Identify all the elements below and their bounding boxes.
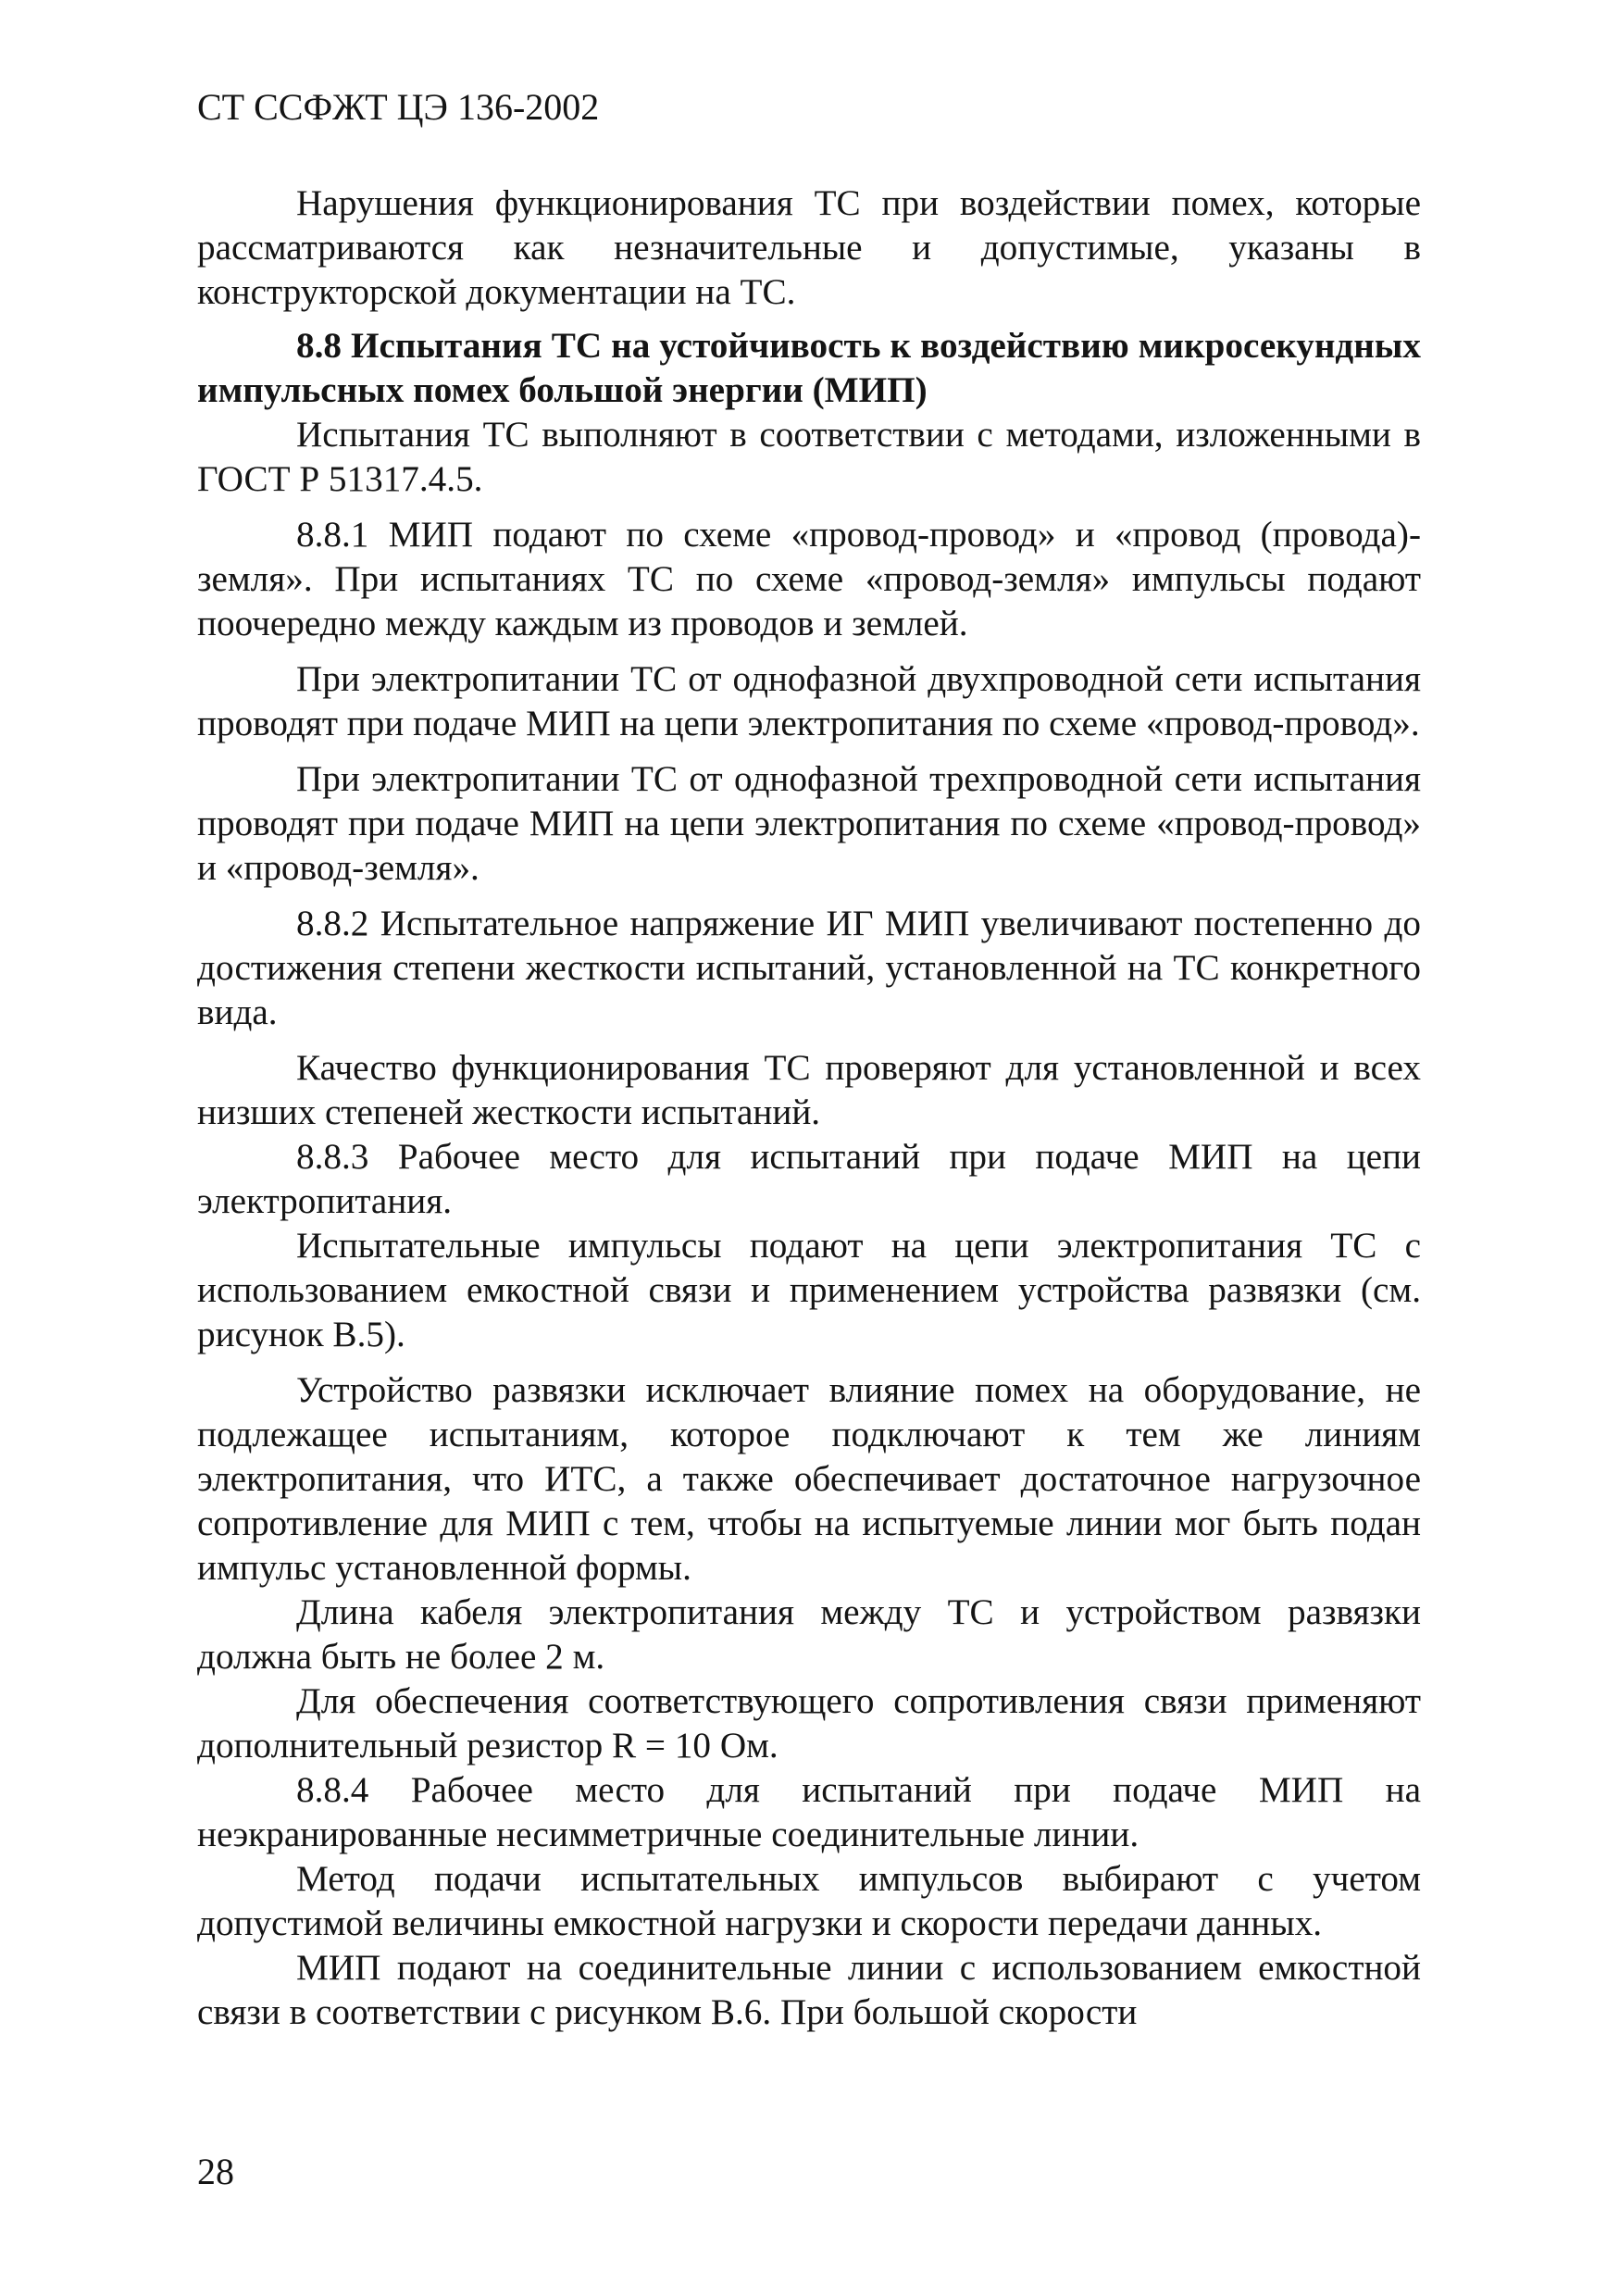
paragraph: При электропитании ТС от однофазной двухпроводной сети испытания проводят при подаче МИП на цепи электропитания по схеме «провод-провод».: [197, 659, 1421, 743]
paragraph: Длина кабеля электропитания между ТС и устройством развязки должна быть не более 2 м.: [197, 1592, 1421, 1677]
document-body: [197, 181, 1421, 2035]
section-number: 8.8: [296, 326, 342, 366]
document-code: СТ ССФЖТ ЦЭ 136-2002: [197, 86, 600, 128]
paragraph: Испытания ТС выполняют в соответствии с методами, изложенными в ГОСТ Р 51317.4.5.: [197, 415, 1421, 499]
section-heading: [197, 324, 1421, 413]
paragraph: Испытательные импульсы подают на цепи электропитания ТС с использованием емкостной связи и применением устройства развязки (см. рисунок В.5).: [197, 1226, 1421, 1354]
page-number: 28: [197, 2151, 234, 2192]
paragraph: 8.8.2 Испытательное напряжение ИГ МИП увеличивают постепенно до достижения степени жесткости испытаний, установленной на ТС конкретного вида.: [197, 904, 1421, 1032]
paragraph: МИП подают на соединительные линии с использованием емкостной связи в соответствии с рисунком В.6. При большой скорости: [197, 1948, 1421, 2032]
paragraph: 8.8.4 Рабочее место для испытаний при подаче МИП на неэкранированные несимметричные соединительные линии.: [197, 1770, 1421, 1854]
paragraph: 8.8.1 МИП подают по схеме «провод-провод» и «провод (провода)-земля». При испытаниях ТС по схеме «провод-земля» импульсы подают поочередно между каждым из проводов и землей.: [197, 515, 1421, 643]
paragraph: Нарушения функционирования ТС при воздействии помех, которые рассматриваются как незначительные и допустимые, указаны в конструкторской документации на ТС.: [197, 183, 1421, 312]
paragraph: При электропитании ТС от однофазной трехпроводной сети испытания проводят при подаче МИП на цепи электропитания по схеме «провод-провод» и «провод-земля».: [197, 759, 1421, 888]
paragraph: 8.8.3 Рабочее место для испытаний при подаче МИП на цепи электропитания.: [197, 1137, 1421, 1221]
paragraph: Качество функционирования ТС проверяют для установленной и всех низших степеней жесткости испытаний.: [197, 1048, 1421, 1132]
paragraph: Для обеспечения соответствующего сопротивления связи применяют дополнительный резистор R = 10 Ом.: [197, 1681, 1421, 1766]
section-title: Испытания ТС на устойчивость к воздействию микросекундных импульсных помех большой энергии (МИП): [197, 326, 1421, 410]
paragraph: Устройство развязки исключает влияние помех на оборудование, не подлежащее испытаниям, которое подключают к тем же линиям электропитания, что ИТС, а также обеспечивает достаточное нагрузочное сопротивление для МИП с тем, чтобы на испытуемые линии мог быть подан импульс установленной формы.: [197, 1370, 1421, 1588]
paragraph: Метод подачи испытательных импульсов выбирают с учетом допустимой величины емкостной нагрузки и скорости передачи данных.: [197, 1859, 1421, 1943]
